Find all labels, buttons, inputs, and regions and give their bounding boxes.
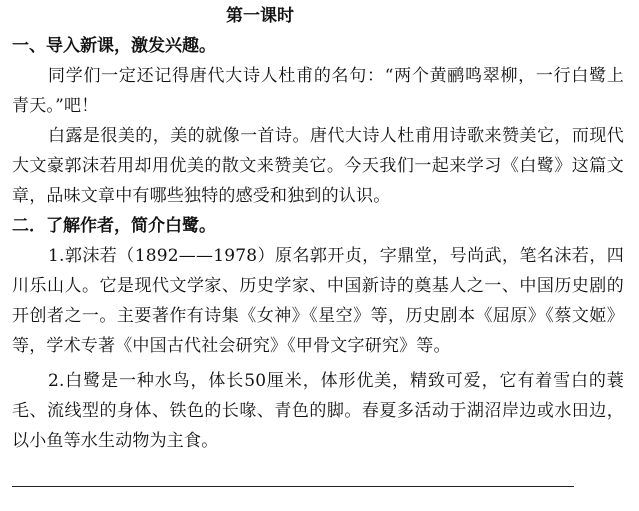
paragraph-lesson-intro: 白露是很美的，美的就像一首诗。唐代大诗人杜甫用诗歌来赞美它，而现代大文豪郭沫若用却用优美的散文来赞美它。今天我们一起来学习《白鹭》这篇文章，品味文章中有哪些独特的感受和独到的认识。	[12, 126, 624, 206]
lesson-title: 第一课时	[226, 6, 294, 26]
section-heading-author: 二．了解作者，简介白鹭。	[12, 216, 216, 236]
paragraph-author-bio: 1.郭沫若（1892——1978）原名郭开贞，字鼎堂，号尚武，笔名沫若，四川乐山人。它是现代文学家、历史学家、中国新诗的奠基人之一、中国历史剧的开创者之一。主要著作有诗集《女神》《星空》等，历史剧本《屈原》《蔡文姬》等，学术专著《中国古代社会研究》《甲骨文字研究》等。	[12, 246, 624, 356]
bottom-divider	[12, 486, 574, 487]
paragraph-egret-intro: 2.白鹭是一种水鸟，体长50厘米，体形优美，精致可爱，它有着雪白的蓑毛、流线型的身体、铁色的长喙、青色的脚。春夏多活动于湖沼岸边或水田边，以小鱼等水生动物为主食。	[12, 371, 624, 451]
section-heading-intro: 一、导入新课，激发兴趣。	[12, 36, 216, 56]
paragraph-du-fu-quote: 同学们一定还记得唐代大诗人杜甫的名句：“两个黄鹂鸣翠柳，一行白鹭上青天。”吧！	[12, 66, 624, 116]
